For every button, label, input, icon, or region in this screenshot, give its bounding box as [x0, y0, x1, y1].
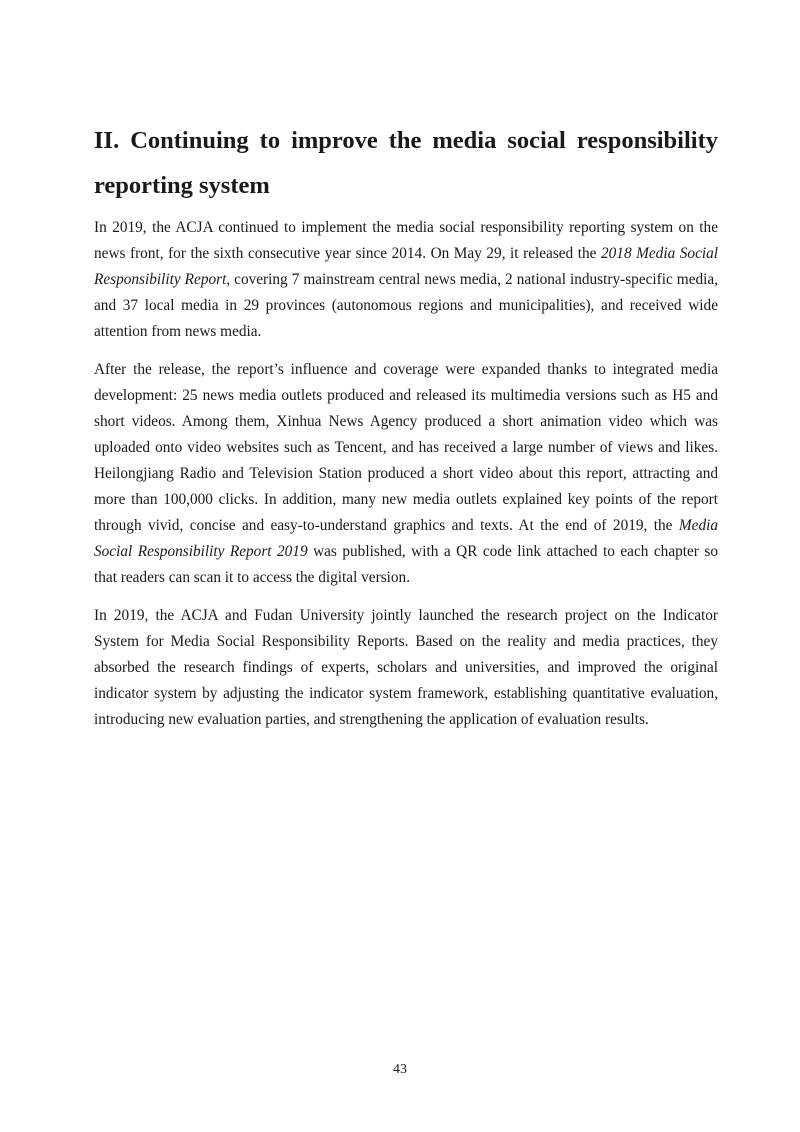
- report-title-2018: 2018 Media Social Responsibility Report: [94, 245, 719, 288]
- paragraph-3: In 2019, the ACJA and Fudan University jointly launched the research project on the Indicator System for Media Social Responsibility Reports. Based on the reality and media practices, they absorbed the research findings of experts, scholars and universities, and improved the original indicator system by adjusting the indicator system framework, establishing quantitative evaluation, introducing new evaluation parties, and strengthening the application of evaluation results.: [94, 607, 718, 728]
- paragraph-2-text-a: After the release, the report’s influence and coverage were expanded thanks to integrated media development: 25 news media outlets produced and released its multimedia versions such as H5 and short videos. Among them, Xinhua News Agency produced a short animation video which was uploaded onto video websites such as Tencent, and has received a large number of views and likes. Heilongjiang Radio and Television Station produced a short video about this report, attracting and more than 100,000 clicks. In addition, many new media outlets explained key points of the report through vivid, concise and easy-to-understand graphics and texts. At the end of 2019, the: [94, 361, 718, 534]
- page-number: 43: [393, 1062, 407, 1077]
- report-title-2019: Media Social Responsibility Report 2019: [94, 517, 718, 560]
- section-heading: II. Continuing to improve the media social responsibility reporting system: [94, 127, 718, 199]
- paragraph-2: [94, 357, 718, 591]
- paragraph-1-text-b: , covering 7 mainstream central news media, 2 national industry-specific media, and 37 local media in 29 provinces (autonomous regions and municipalities), and received wide attention from news media.: [94, 271, 718, 340]
- paragraph-2-text-b: was published, with a QR code link attached to each chapter so that readers can scan it to access the digital version.: [94, 543, 718, 586]
- paragraph-1: [94, 215, 718, 345]
- paragraph-1-text-a: In 2019, the ACJA continued to implement the media social responsibility reporting system on the news front, for the sixth consecutive year since 2014. On May 29, it released the: [94, 219, 718, 262]
